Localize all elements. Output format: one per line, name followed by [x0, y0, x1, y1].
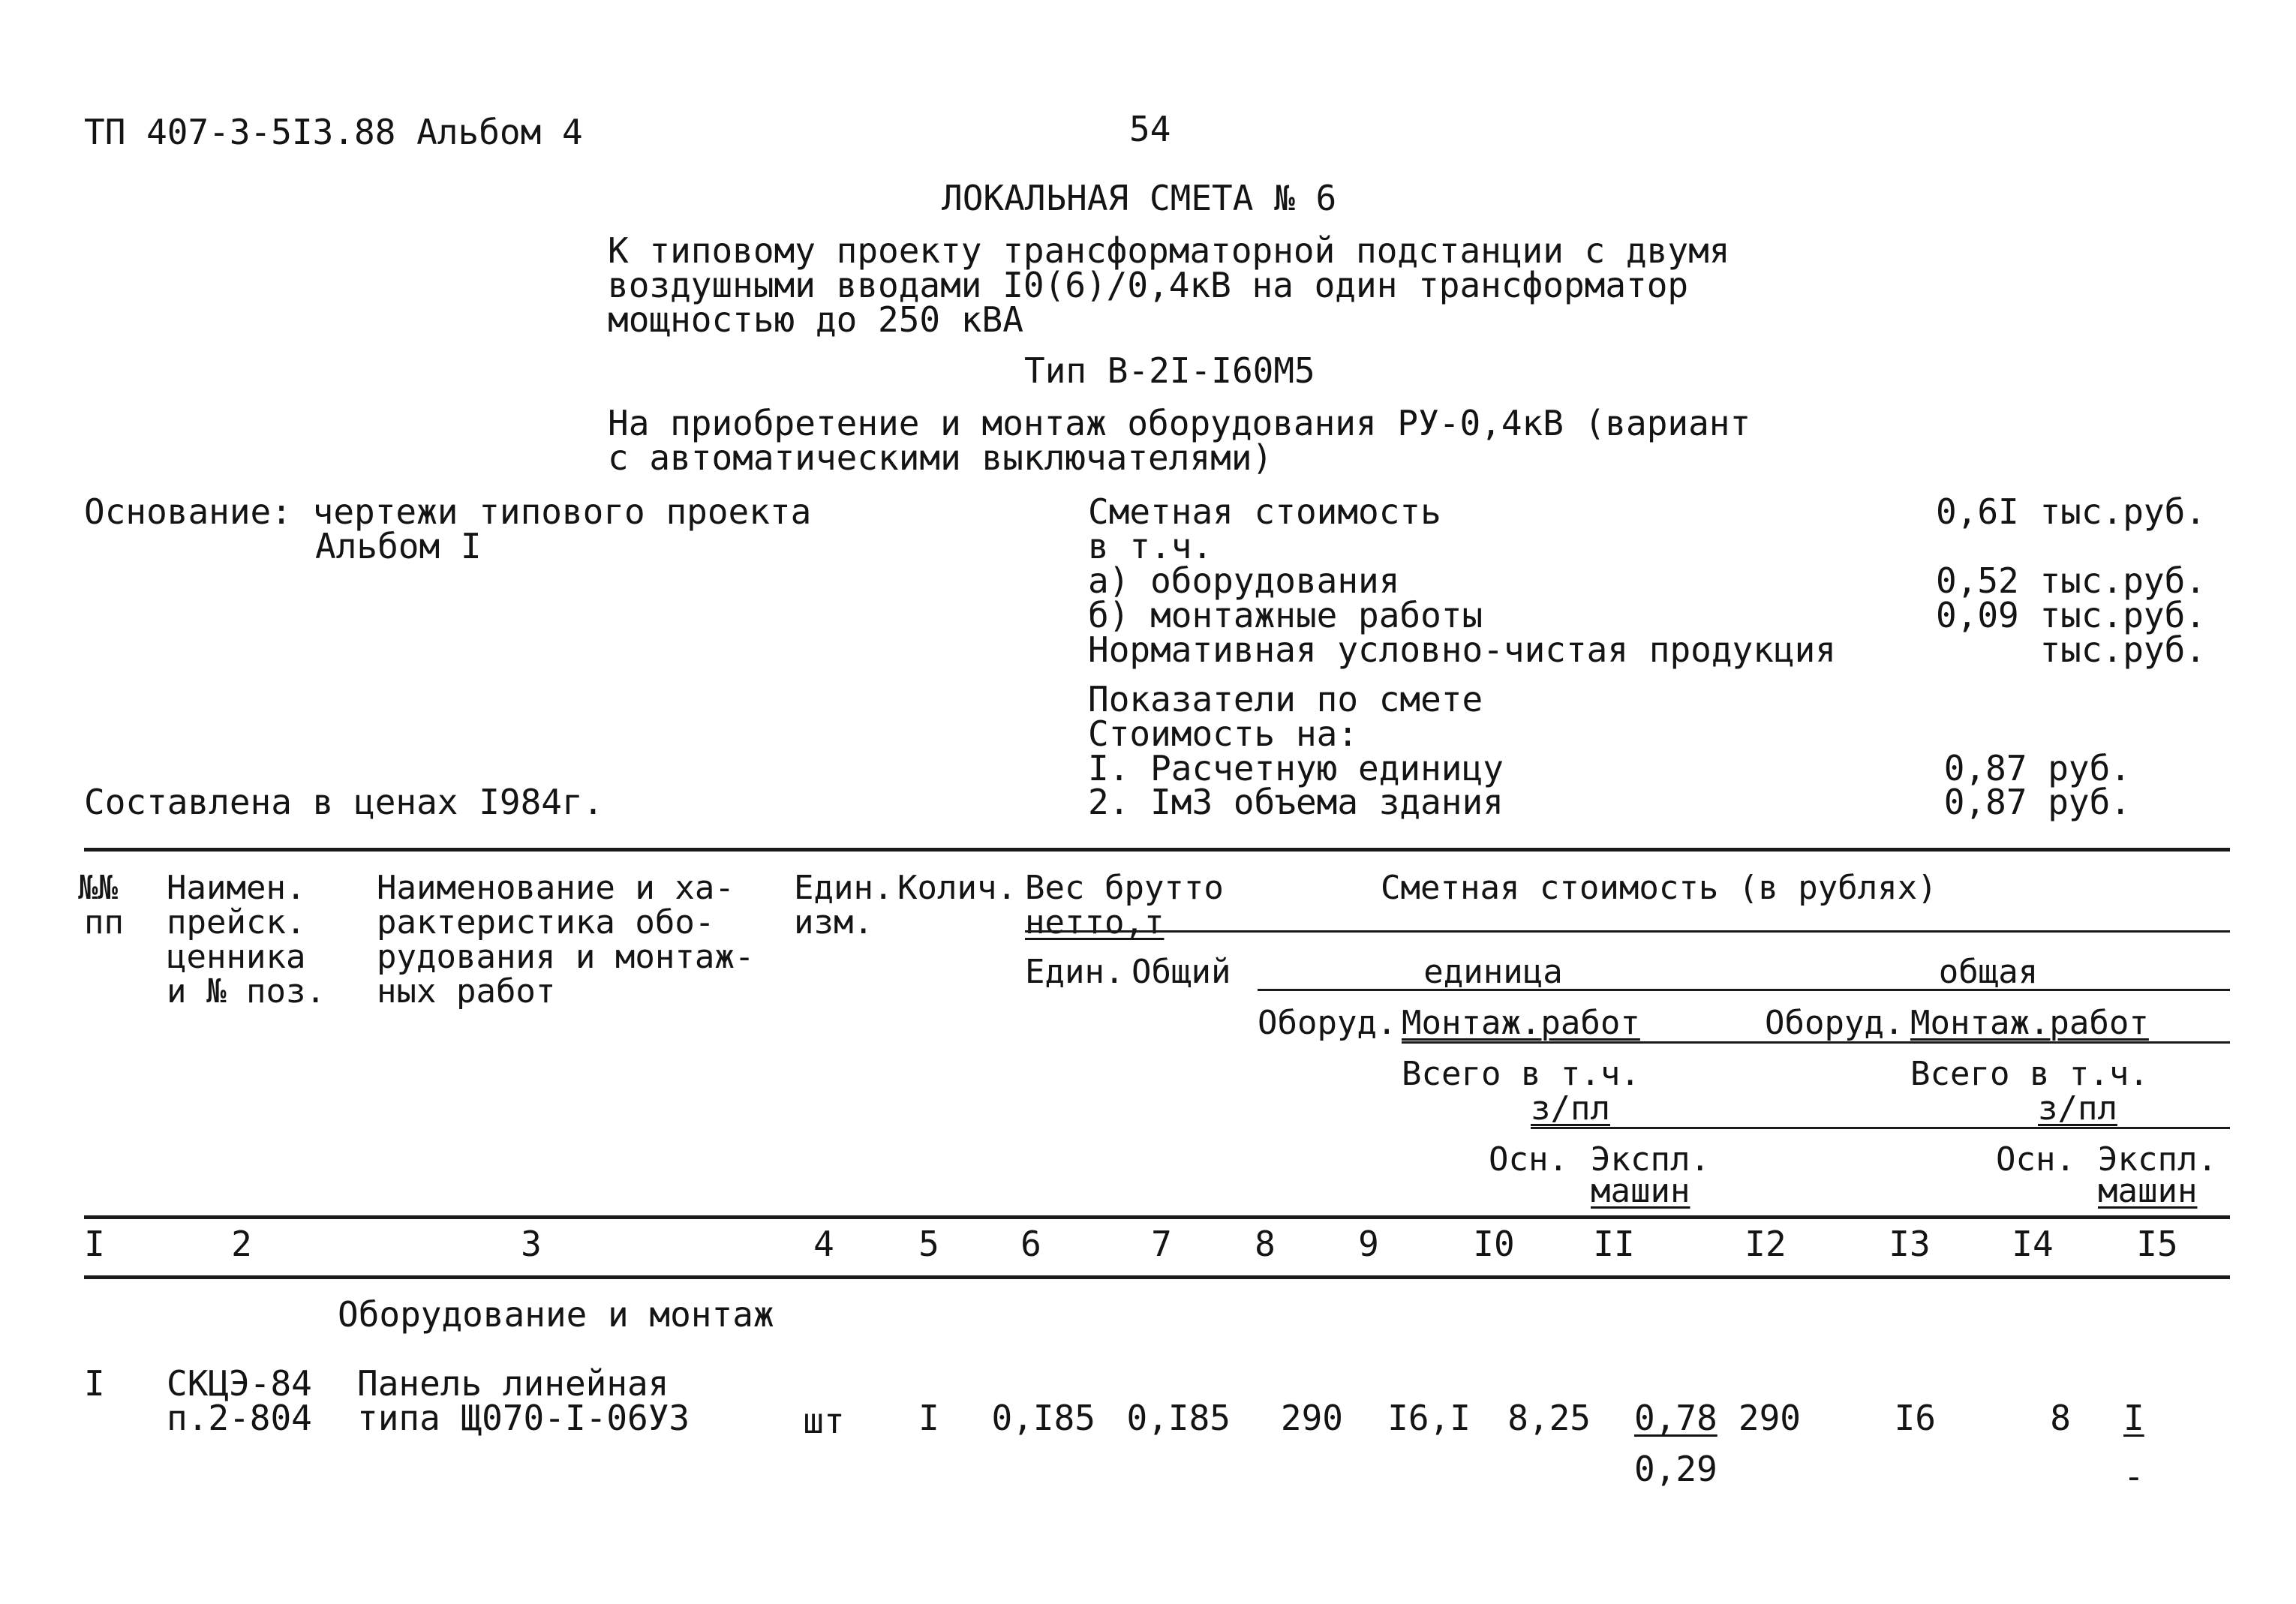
header-unit-main: Осн. — [1489, 1140, 1568, 1179]
row-number: I — [84, 1363, 105, 1404]
price-level: Составлена в ценах I984г. — [84, 782, 604, 822]
unit-install-total: I6,I — [1387, 1398, 1471, 1438]
column-number-bottom-rule — [84, 1275, 2230, 1279]
column-number: 2 — [231, 1224, 252, 1264]
page-number: 54 — [1129, 109, 1171, 149]
header-col5: Колич. — [897, 869, 1017, 907]
header-unit-total-incl: Всего в т.ч. — [1402, 1055, 1640, 1093]
total-install-total: I6 — [1894, 1398, 1936, 1438]
header-unit-install: Монтаж.работ — [1402, 1004, 1640, 1042]
purpose-line-1: На приобретение и монтаж оборудования РУ-0,4кВ (вариант — [608, 403, 1751, 443]
normative-product-label: Нормативная условно-чистая продукция — [1088, 629, 1836, 670]
header-col2-line1: Наимен. — [167, 869, 306, 907]
price-reference-1: СКЦЭ-84 — [167, 1363, 312, 1404]
equipment-cost-label: а) оборудования — [1088, 560, 1400, 601]
header-col4-line1: Един. — [794, 869, 894, 907]
column-number: I4 — [2012, 1224, 2054, 1264]
header-rule-unit-total — [1258, 989, 2230, 991]
column-number: 3 — [521, 1224, 542, 1264]
basis-album: Альбом I — [315, 526, 482, 566]
installation-cost-label: б) монтажные работы — [1088, 595, 1483, 635]
header-col2-line2: прейск. — [167, 903, 306, 942]
item-name-2: типа Щ070-I-06У3 — [357, 1398, 690, 1438]
column-number: 6 — [1020, 1224, 1041, 1264]
unit-cost-value: 0,87 руб. — [1943, 748, 2131, 788]
volume-cost-label: 2. Iм3 объема здания — [1088, 782, 1504, 822]
substation-type: Тип В-2I-I60М5 — [1024, 350, 1315, 391]
quantity: I — [918, 1398, 939, 1438]
header-unit-wages: з/пл — [1531, 1089, 1610, 1128]
column-number: 4 — [813, 1224, 834, 1264]
indicators-label: Показатели по смете — [1088, 679, 1483, 719]
document-code: ТП 407-3-5I3.88 Альбом 4 — [84, 112, 583, 152]
total-wages-main: 8 — [2050, 1398, 2071, 1438]
estimate-title: ЛОКАЛЬНАЯ СМЕТА № 6 — [942, 178, 1337, 218]
header-col1-line1: №№ — [78, 869, 118, 907]
column-number: 8 — [1255, 1224, 1276, 1264]
header-total-group: общая — [1938, 953, 2039, 991]
title-line-2: воздушными вводами I0(6)/0,4кВ на один трансформатор — [608, 265, 1689, 305]
header-weight-top: Вес брутто — [1025, 869, 1224, 907]
estimated-cost-label: Сметная стоимость — [1088, 491, 1441, 532]
column-number: I0 — [1473, 1224, 1515, 1264]
header-bottom-rule — [84, 1215, 2230, 1219]
title-line-3: мощностью до 250 кВА — [608, 299, 1023, 340]
unit-wages-main: 8,25 — [1507, 1398, 1591, 1438]
header-col4-line2: изм. — [794, 903, 873, 942]
header-weight-bottom: нетто,т — [1025, 903, 1165, 942]
header-unit-equipment: Оборуд. — [1258, 1004, 1397, 1042]
unit-of-measure: шт — [803, 1401, 845, 1441]
header-total-wages: з/пл — [2038, 1089, 2117, 1128]
column-number: I2 — [1745, 1224, 1787, 1264]
header-unit-group: единица — [1423, 953, 1563, 991]
total-machines: I — [2123, 1398, 2144, 1438]
header-cost-group: Сметная стоимость (в рублях) — [1381, 869, 1937, 907]
basis-label: Основание: чертежи типового проекта — [84, 491, 812, 532]
column-number: I5 — [2136, 1224, 2178, 1264]
purpose-line-2: с автоматическими выключателями) — [608, 437, 1273, 478]
normative-product-value: тыс.руб. — [2039, 629, 2206, 670]
header-weight-total: Общий — [1131, 953, 1231, 991]
installation-cost-value: 0,09 тыс.руб. — [1935, 595, 2206, 635]
header-col3-line4: ных работ — [377, 972, 556, 1011]
column-number: 7 — [1151, 1224, 1172, 1264]
header-unit-machines-2: машин — [1591, 1172, 1690, 1210]
weight-total: 0,I85 — [1126, 1398, 1231, 1438]
header-col2-line3: ценника — [167, 938, 306, 976]
header-col3-line1: Наименование и ха- — [377, 869, 735, 907]
column-number: 5 — [918, 1224, 939, 1264]
total-equipment-cost: 290 — [1738, 1398, 1801, 1438]
header-col2-line4: и № поз. — [167, 972, 326, 1011]
header-rule-cost — [1025, 930, 2230, 933]
column-number: 9 — [1358, 1224, 1379, 1264]
table-top-rule — [84, 848, 2230, 852]
section-title: Оборудование и монтаж — [338, 1294, 774, 1335]
unit-cost-label: I. Расчетную единицу — [1088, 748, 1504, 788]
header-total-machines-1: Экспл. — [2098, 1140, 2217, 1179]
unit-machines: 0,78 — [1634, 1398, 1717, 1438]
volume-cost-value: 0,87 руб. — [1943, 782, 2131, 822]
weight-unit: 0,I85 — [991, 1398, 1095, 1438]
including-label: в т.ч. — [1088, 526, 1213, 566]
header-unit-machines-1: Экспл. — [1591, 1140, 1710, 1179]
price-reference-2: п.2-804 — [167, 1398, 312, 1438]
column-number: II — [1593, 1224, 1635, 1264]
header-total-install: Монтаж.работ — [1910, 1004, 2149, 1042]
header-total-machines-2: машин — [2098, 1172, 2198, 1210]
cost-for-label: Стоимость на: — [1088, 713, 1359, 754]
header-col3-line3: рудования и монтаж- — [377, 938, 755, 976]
header-total-main: Осн. — [1996, 1140, 2075, 1179]
header-rule-wages — [1531, 1127, 2230, 1129]
title-line-1: К типовому проекту трансформаторной подстанции с двумя — [608, 230, 1730, 271]
header-rule-install — [1402, 1041, 2230, 1044]
header-total-total-incl: Всего в т.ч. — [1910, 1055, 2149, 1093]
column-number: I — [84, 1224, 105, 1264]
item-name-1: Панель линейная — [357, 1363, 669, 1404]
unit-equipment-cost: 290 — [1280, 1398, 1343, 1438]
total-machines-wages: - — [2123, 1456, 2144, 1497]
estimated-cost-value: 0,6I тыс.руб. — [1935, 491, 2206, 532]
header-col3-line2: рактеристика обо- — [377, 903, 715, 942]
equipment-cost-value: 0,52 тыс.руб. — [1935, 560, 2206, 601]
header-total-equipment: Оборуд. — [1765, 1004, 1904, 1042]
header-col1-line2: пп — [84, 903, 124, 942]
column-number: I3 — [1889, 1224, 1931, 1264]
unit-machines-wages: 0,29 — [1634, 1449, 1717, 1489]
header-weight-unit: Един. — [1025, 953, 1125, 991]
